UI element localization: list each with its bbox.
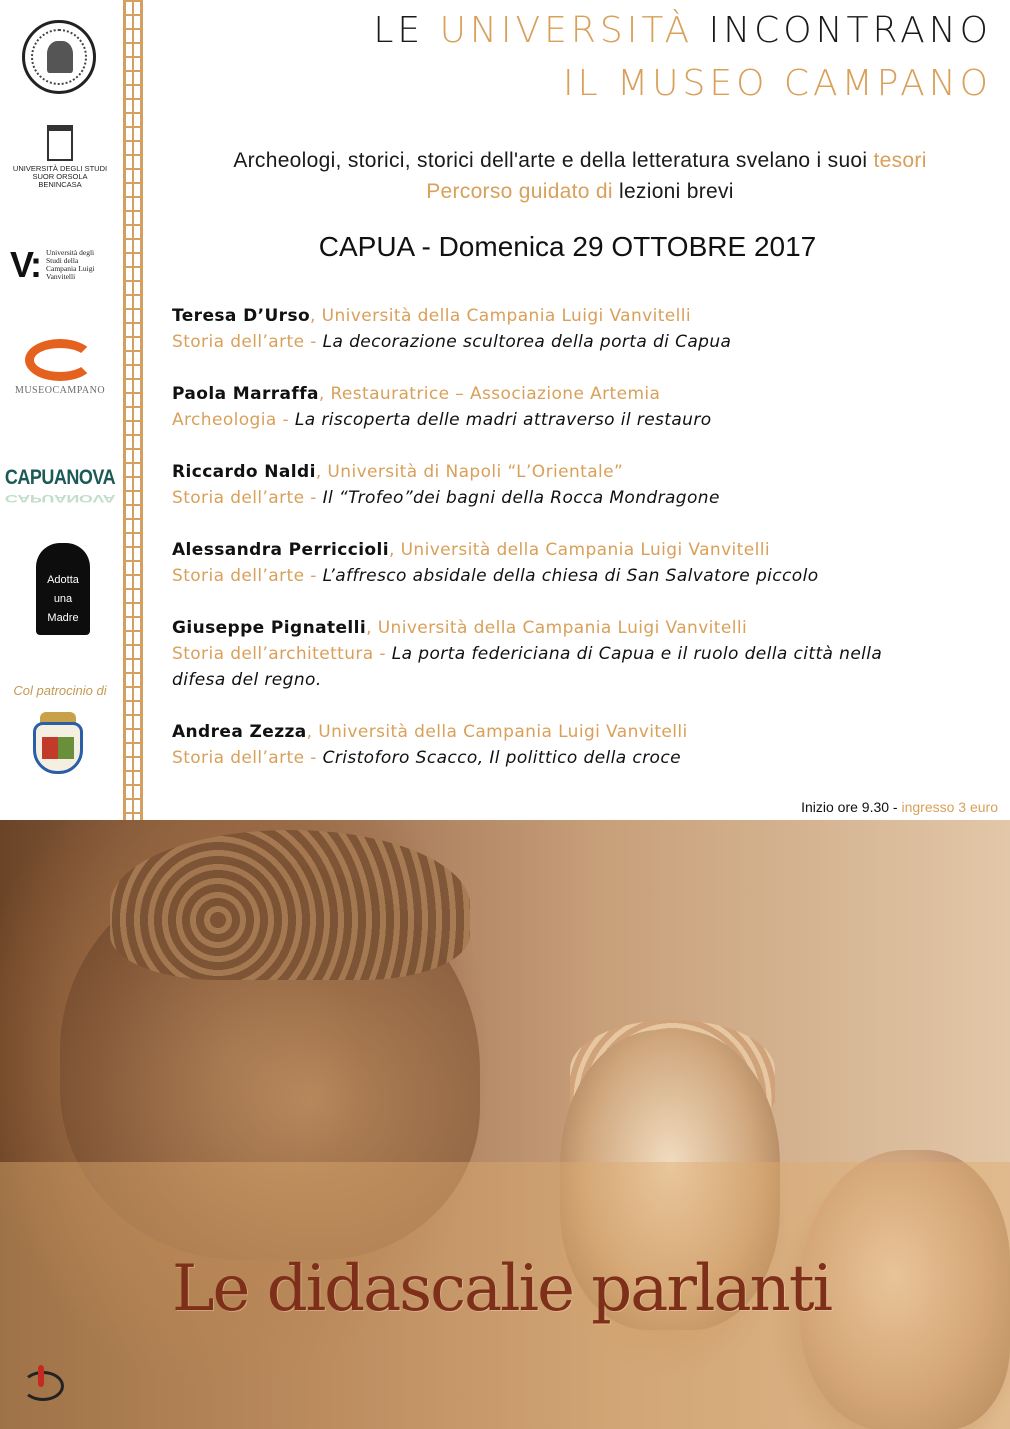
lecture-topic: L’affresco absidale della chiesa di San Salvatore piccolo xyxy=(322,566,819,586)
lecture-field: Storia dell’arte - xyxy=(172,566,317,586)
speaker-affiliation: , Università della Campania Luigi Vanvitelli xyxy=(310,306,692,326)
speaker-name: Giuseppe Pignatelli xyxy=(172,618,367,638)
speaker-name: Teresa D’Urso xyxy=(172,306,311,326)
entry-fee: ingresso 3 euro xyxy=(901,799,998,815)
title-word-universita: UNIVERSITÀ xyxy=(439,10,694,51)
capuanova-logo xyxy=(4,464,116,508)
lecture-field: Storia dell’arte - xyxy=(172,748,317,768)
speaker-lecture xyxy=(172,329,932,355)
start-time: Inizio ore 9.30 - xyxy=(801,799,898,815)
lecture-field: Archeologia - xyxy=(172,410,290,430)
greek-key-border xyxy=(123,0,143,820)
speaker-item xyxy=(172,615,932,693)
speaker-affiliation: , Università della Campania Luigi Vanvitelli xyxy=(388,540,770,560)
speaker-affiliation: , Università della Campania Luigi Vanvitelli xyxy=(306,722,688,742)
speaker-lecture xyxy=(172,563,932,589)
speaker-header xyxy=(172,381,932,407)
lecture-topic: La decorazione scultorea della porta di Capua xyxy=(322,332,732,352)
lecture-field: Storia dell’architettura - xyxy=(172,644,386,664)
lecture-topic: Il “Trofeo”dei bagni della Rocca Mondragone xyxy=(322,488,720,508)
speaker-item xyxy=(172,459,932,511)
unisob-building-icon xyxy=(47,125,73,161)
vanvitelli-logo-text: Università degli Studi della Campania Luigi Vanvitelli xyxy=(46,248,95,281)
speaker-header xyxy=(172,537,932,563)
subtitle-line-1 xyxy=(150,149,1010,173)
main-title-line-1 xyxy=(373,10,992,51)
speaker-item xyxy=(172,303,932,355)
capuanova-logo-text: CAPUANOVA xyxy=(4,464,116,489)
speaker-header xyxy=(172,719,932,745)
speaker-lecture xyxy=(172,485,932,511)
subtitle-2-text: lezioni brevi xyxy=(618,180,734,203)
event-date: CAPUA - Domenica 29 OTTOBRE 2017 xyxy=(318,231,817,262)
speaker-name: Paola Marraffa xyxy=(172,384,319,404)
speaker-name: Andrea Zezza xyxy=(172,722,307,742)
capuanova-reflection: CAPUANOVA xyxy=(4,492,116,505)
speaker-name: Riccardo Naldi xyxy=(172,462,316,482)
adotta-line-3: Madre xyxy=(47,611,79,624)
agency-figure-icon xyxy=(38,1365,44,1387)
speaker-item xyxy=(172,537,932,589)
main-title-line-2: IL MUSEO CAMPANO xyxy=(562,63,992,104)
lecture-topic: Cristoforo Scacco, Il polittico della croce xyxy=(322,748,681,768)
museo-swirl-icon xyxy=(25,339,95,381)
unisob-logo xyxy=(10,122,110,192)
vanvitelli-logo xyxy=(10,243,110,287)
speaker-list xyxy=(172,303,932,797)
speaker-lecture xyxy=(172,407,932,433)
lecture-topic: La riscoperta delle madri attraverso il restauro xyxy=(294,410,712,430)
speaker-header xyxy=(172,303,932,329)
unisob-logo-text: UNIVERSITÀ DEGLI STUDI SUOR ORSOLA BENINCASA xyxy=(12,164,108,189)
speaker-affiliation: , Università della Campania Luigi Vanvitelli xyxy=(366,618,748,638)
speaker-header xyxy=(172,459,932,485)
speaker-lecture xyxy=(172,745,932,771)
subtitle-1-accent: tesori xyxy=(873,149,927,172)
subtitle-2-accent: Percorso guidato di xyxy=(426,180,613,203)
lecture-field: Storia dell’arte - xyxy=(172,332,317,352)
museo-campano-logo xyxy=(10,330,110,405)
speaker-item xyxy=(172,381,932,433)
event-time-and-fee xyxy=(801,799,998,815)
patronage-label: Col patrocinio di xyxy=(13,683,107,698)
speaker-affiliation: , Università di Napoli “L’Orientale” xyxy=(315,462,624,482)
subtitle-line-2 xyxy=(150,180,1010,204)
speaker-lecture xyxy=(172,641,932,693)
lecture-field: Storia dell’arte - xyxy=(172,488,317,508)
speaker-name: Alessandra Perriccioli xyxy=(172,540,389,560)
photo-title: Le didascalie parlanti xyxy=(172,1252,832,1326)
title-word-incontrano: INCONTRANO xyxy=(708,10,992,51)
speaker-header xyxy=(172,615,932,641)
university-seal-icon xyxy=(22,20,96,94)
sculpture-photo xyxy=(0,820,1010,1429)
vanvitelli-mark: V: xyxy=(10,244,41,285)
title-word-le: LE xyxy=(373,10,425,51)
lecture-topic: La porta federiciana di Capua e il ruolo della città nella difesa del regno. xyxy=(172,644,883,690)
digital-agency-logo xyxy=(14,1365,74,1421)
subtitle-1-text: Archeologi, storici, storici dell'arte e della letteratura svelano i suoi xyxy=(233,149,868,172)
speaker-affiliation: , Restauratrice – Associazione Artemia xyxy=(318,384,661,404)
speaker-item xyxy=(172,719,932,771)
adotta-line-1: Adotta xyxy=(47,573,79,586)
curly-hair-sculpture xyxy=(110,830,470,980)
city-crest-icon xyxy=(33,722,83,774)
sponsor-logo-column xyxy=(0,0,120,820)
adotta-line-2: una xyxy=(53,592,73,605)
adotta-una-madre-logo xyxy=(36,543,90,635)
museo-logo-text: MUSEOCAMPANO xyxy=(14,385,106,396)
